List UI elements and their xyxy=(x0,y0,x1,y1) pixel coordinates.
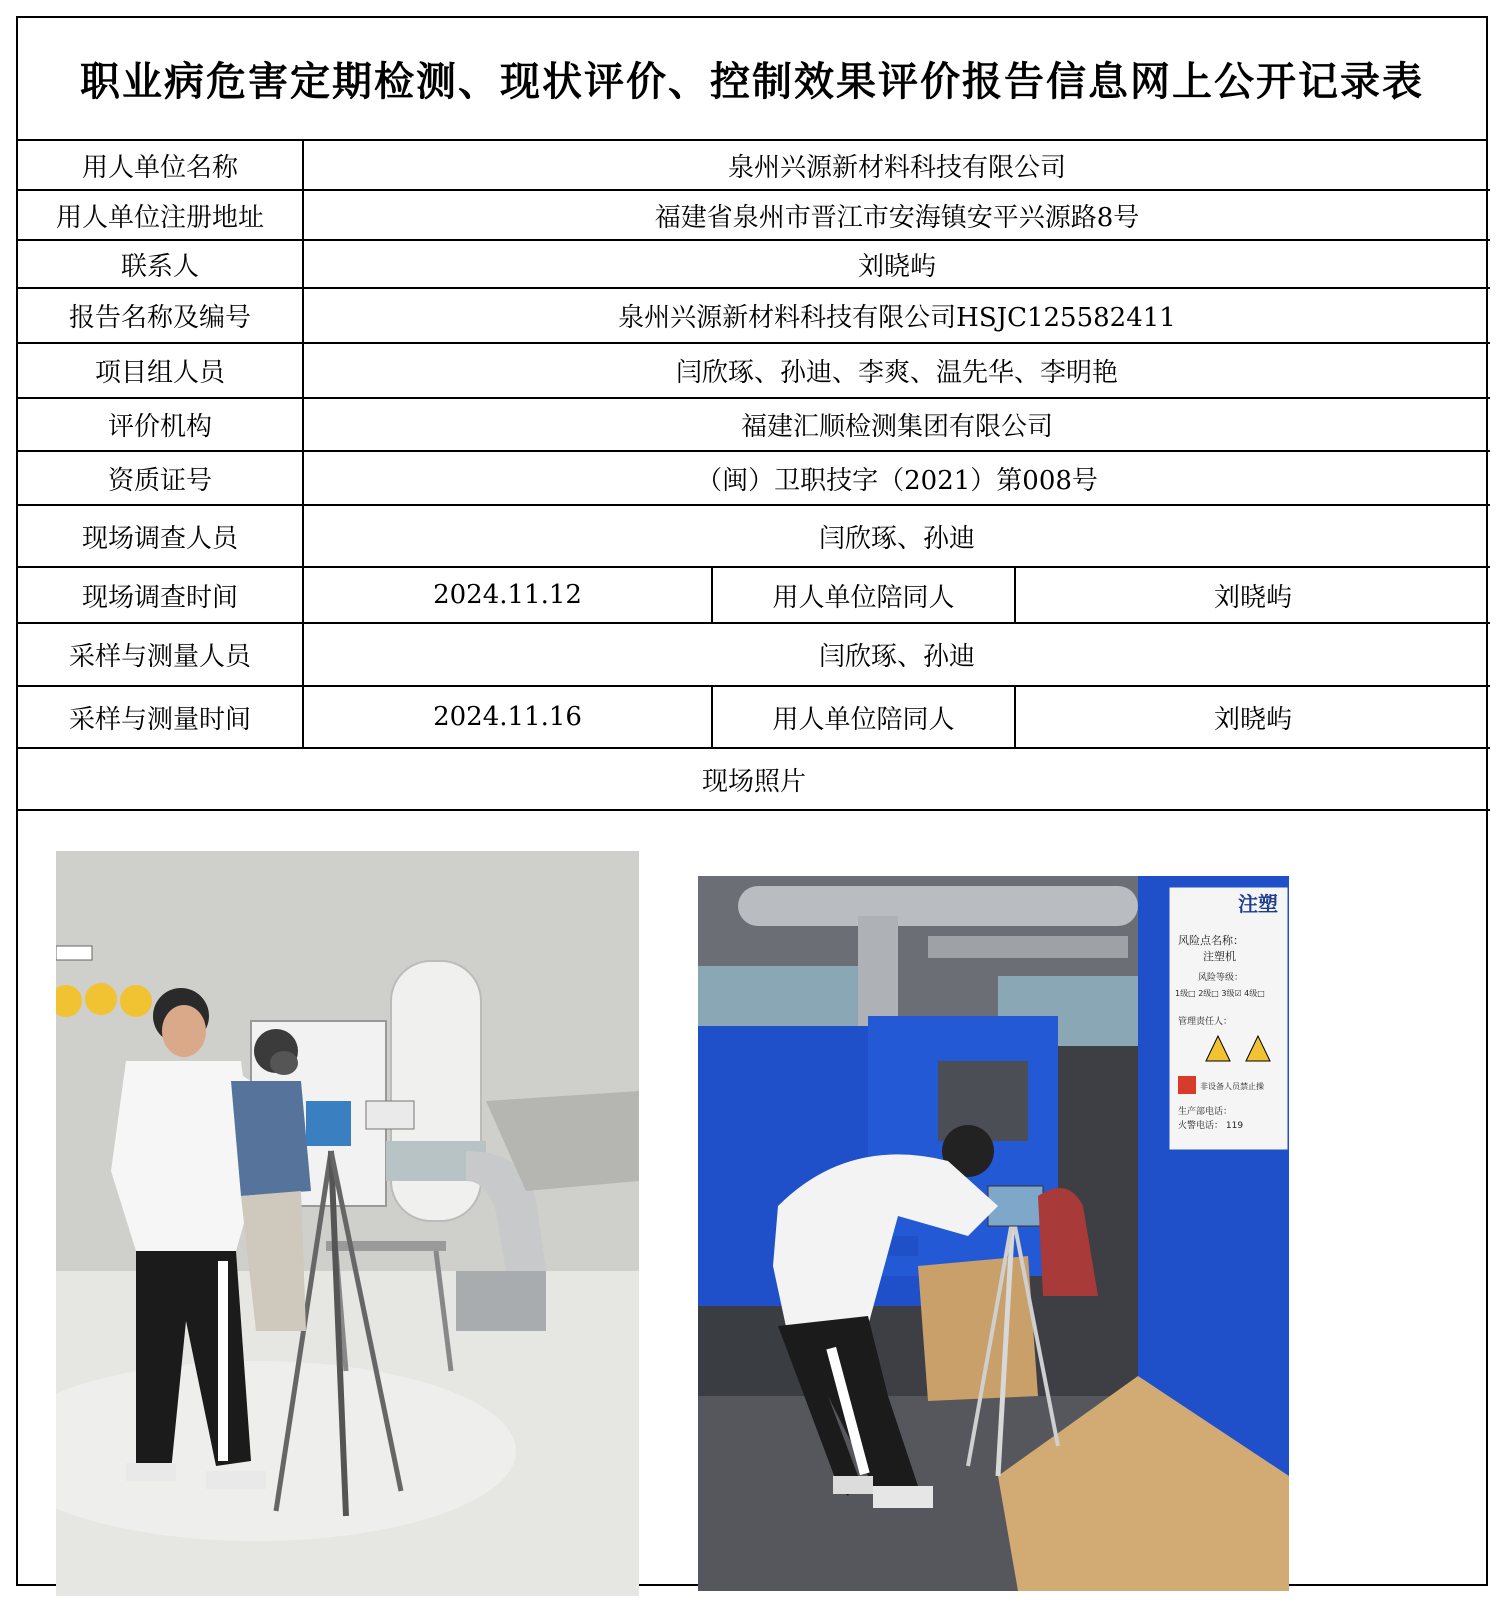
page-title: 职业病危害定期检测、现状评价、控制效果评价报告信息网上公开记录表 xyxy=(18,18,1486,141)
table-row xyxy=(18,190,1490,240)
value-qualification: （闽）卫职技字（2021）第008号 xyxy=(303,451,1490,505)
table-row xyxy=(18,567,1490,623)
value-survey-time: 2024.11.12 xyxy=(303,567,712,623)
photos-label: 现场照片 xyxy=(18,748,1490,810)
value-team: 闫欣琢、孙迪、李爽、温先华、李明艳 xyxy=(303,343,1490,398)
label-employer-address: 用人单位注册地址 xyxy=(18,190,303,240)
label-employer-name: 用人单位名称 xyxy=(18,141,303,190)
site-photo-1 xyxy=(56,851,639,1596)
value-sampling-staff: 闫欣琢、孙迪 xyxy=(303,623,1490,686)
sign-risk-point: 风险点名称： xyxy=(1178,934,1244,947)
value-sampling-companion: 刘晓屿 xyxy=(1015,686,1490,748)
label-sampling-time: 采样与测量时间 xyxy=(18,686,303,748)
table-row xyxy=(18,240,1490,288)
sign-no-entry: 非设备人员禁止操 xyxy=(1200,1082,1264,1091)
sign-risk-level: 风险等级： xyxy=(1198,973,1244,983)
sign-risk-value: 注塑机 xyxy=(1203,950,1236,963)
table-row xyxy=(18,141,1490,190)
label-survey-time: 现场调查时间 xyxy=(18,567,303,623)
label-qualification: 资质证号 xyxy=(18,451,303,505)
table-row xyxy=(18,451,1490,505)
label-report: 报告名称及编号 xyxy=(18,288,303,343)
site-photo-2 xyxy=(698,876,1289,1591)
table-row xyxy=(18,623,1490,686)
value-contact: 刘晓屿 xyxy=(303,240,1490,288)
sign-responsible: 管理责任人： xyxy=(1178,1017,1233,1027)
value-report: 泉州兴源新材料科技有限公司HSJC125582411 xyxy=(303,288,1490,343)
info-table xyxy=(18,141,1490,811)
label-survey-staff: 现场调查人员 xyxy=(18,505,303,567)
sign-phone: 生产部电话： xyxy=(1178,1107,1233,1117)
sign-fire: 火警电话： 119 xyxy=(1178,1121,1244,1131)
value-sampling-time: 2024.11.16 xyxy=(303,686,712,748)
label-agency: 评价机构 xyxy=(18,398,303,451)
label-contact: 联系人 xyxy=(18,240,303,288)
label-sampling-companion: 用人单位陪同人 xyxy=(712,686,1015,748)
table-row xyxy=(18,288,1490,343)
table-row xyxy=(18,748,1490,810)
label-sampling-staff: 采样与测量人员 xyxy=(18,623,303,686)
site-photo-1-image xyxy=(56,851,639,1596)
photos-area xyxy=(18,841,1486,1586)
value-survey-companion: 刘晓屿 xyxy=(1015,567,1490,623)
label-survey-companion: 用人单位陪同人 xyxy=(712,567,1015,623)
value-agency: 福建汇顺检测集团有限公司 xyxy=(303,398,1490,451)
sign-levels: 1级□ 2级□ 3级☑ 4级□ xyxy=(1175,989,1265,998)
value-survey-staff: 闫欣琢、孙迪 xyxy=(303,505,1490,567)
table-row xyxy=(18,343,1490,398)
value-employer-address: 福建省泉州市晋江市安海镇安平兴源路8号 xyxy=(303,190,1490,240)
value-employer-name: 泉州兴源新材料科技有限公司 xyxy=(303,141,1490,190)
label-team: 项目组人员 xyxy=(18,343,303,398)
record-sheet xyxy=(16,16,1488,1586)
site-photo-2-image xyxy=(698,876,1289,1591)
table-row xyxy=(18,686,1490,748)
table-row xyxy=(18,505,1490,567)
sign-heading: 注塑 xyxy=(1238,892,1278,916)
table-row xyxy=(18,398,1490,451)
